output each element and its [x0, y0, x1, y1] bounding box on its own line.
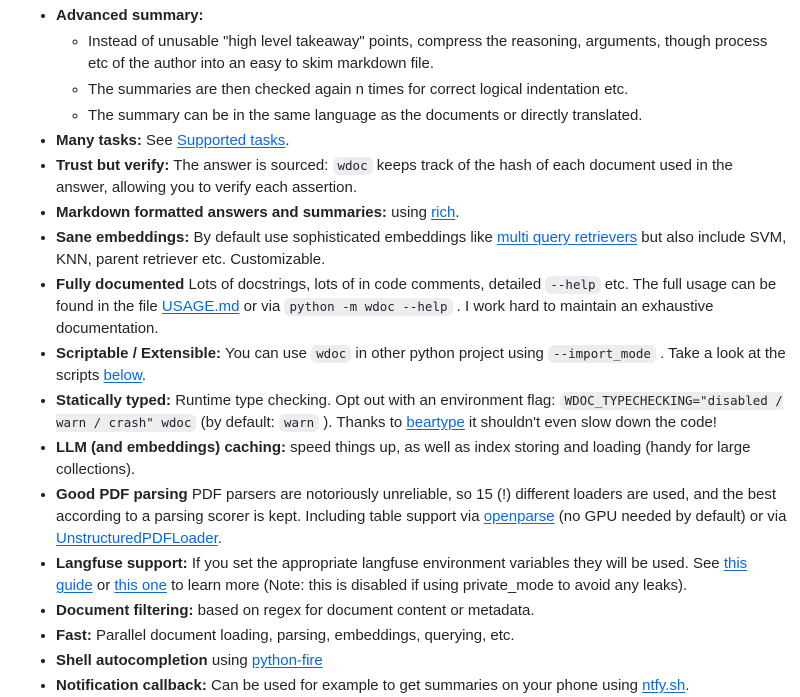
- link-python-fire[interactable]: python-fire: [251, 652, 323, 669]
- feature-label: Sane embeddings:: [56, 229, 190, 246]
- text-run: (no GPU needed by default) or via: [554, 508, 787, 525]
- text-run: or: [92, 577, 115, 594]
- feature-label: Document filtering:: [56, 602, 194, 619]
- text-run: By default use sophisticated embeddings like: [189, 229, 498, 246]
- feature-list-item: [56, 5, 788, 127]
- feature-label: Many tasks:: [56, 132, 142, 149]
- text-run: PDF parsers are notoriously unreliable, so 15 (!) different loaders are used, and the best according to a parsing scorer is kept. Including table support via: [56, 486, 777, 525]
- feature-list-item: [56, 343, 788, 387]
- feature-label: Fully documented: [56, 276, 185, 293]
- inline-code: warn: [279, 414, 319, 432]
- feature-label: Trust but verify:: [56, 157, 170, 174]
- link-rich[interactable]: rich: [431, 204, 456, 221]
- feature-list-item: [56, 274, 788, 340]
- text-run: . I work hard to maintain an exhaustive documentation.: [56, 298, 714, 337]
- inline-code: --import_mode: [548, 345, 656, 363]
- inline-code: WDOC_TYPECHECKING="disabled / warn / crash" wdoc: [56, 393, 783, 430]
- feature-label: Scriptable / Extensible:: [56, 345, 222, 362]
- link-below[interactable]: below: [103, 367, 142, 384]
- sub-list-item: [88, 105, 788, 127]
- link-this-guide[interactable]: this guide: [56, 555, 748, 594]
- text-run: keeps track of the hash of each document used in the answer, allowing you to verify each assertion.: [56, 157, 733, 196]
- feature-label: LLM (and embeddings) caching:: [56, 439, 287, 456]
- feature-label: Advanced summary:: [56, 7, 204, 24]
- text-run: based on regex for document content or metadata.: [193, 602, 535, 619]
- text-run: Parallel document loading, parsing, embeddings, querying, etc.: [91, 627, 515, 644]
- text-run: The summary can be in the same language as the documents or directly translated.: [88, 107, 643, 124]
- text-run: speed things up, as well as index storing and loading (handy for large collections).: [56, 439, 751, 478]
- feature-label: Statically typed:: [56, 392, 172, 409]
- feature-list-item: [56, 437, 788, 481]
- text-run: ). Thanks to: [319, 414, 407, 431]
- link-usage-md[interactable]: USAGE.md: [161, 298, 240, 315]
- text-run: . Take a look at the scripts: [56, 345, 786, 384]
- text-run: .: [141, 367, 147, 384]
- text-run: If you set the appropriate langfuse environment variables they will be used. See: [187, 555, 724, 572]
- text-run: using: [386, 204, 432, 221]
- link-supported-tasks[interactable]: Supported tasks: [176, 132, 286, 149]
- link-multi-query-retrievers[interactable]: multi query retrievers: [497, 229, 638, 246]
- text-run: to learn more (Note: this is disabled if using private_mode to avoid any leaks).: [166, 577, 688, 594]
- text-run: .: [217, 530, 222, 547]
- feature-list-item: [56, 227, 788, 271]
- inline-code: python -m wdoc --help: [284, 298, 452, 316]
- feature-list-item: [56, 155, 788, 199]
- text-run: Can be used for example to get summaries on your phone using: [206, 677, 643, 694]
- text-run: (by default:: [196, 414, 280, 431]
- feature-label: Notification callback:: [56, 677, 207, 694]
- text-run: .: [455, 204, 460, 221]
- text-run: The summaries are then checked again n times for correct logical indentation etc.: [88, 81, 629, 98]
- sub-list-item: [88, 79, 788, 101]
- feature-label: Shell autocompletion: [56, 652, 208, 669]
- text-run: Instead of unusable "high level takeaway" points, compress the reasoning, arguments, though process etc of the author into an easy to skim markdown file.: [88, 33, 768, 72]
- link-ntfy-sh[interactable]: ntfy.sh: [642, 677, 686, 694]
- text-run: but also include SVM, KNN, parent retriever etc. Customizable.: [56, 229, 787, 268]
- text-run: Lots of docstrings, lots of in code comments, detailed: [184, 276, 546, 293]
- link-openparse[interactable]: openparse: [483, 508, 555, 525]
- text-run: The answer is sourced:: [169, 157, 333, 174]
- feature-label: Fast:: [56, 627, 92, 644]
- text-run: etc. The full usage can be found in the file: [56, 276, 777, 315]
- feature-label: Markdown formatted answers and summaries:: [56, 204, 387, 221]
- inline-code: wdoc: [311, 345, 351, 363]
- text-run: using: [207, 652, 252, 669]
- feature-list-item: [56, 625, 788, 647]
- feature-list: [24, 5, 788, 697]
- feature-list-item: [56, 484, 788, 550]
- feature-label: Langfuse support:: [56, 555, 188, 572]
- text-run: .: [285, 132, 290, 149]
- inline-code: wdoc: [333, 157, 373, 175]
- feature-label: Good PDF parsing: [56, 486, 188, 503]
- text-run: You can use: [221, 345, 312, 362]
- feature-list-item: [56, 130, 788, 152]
- link-beartype[interactable]: beartype: [406, 414, 465, 431]
- feature-list-item: [56, 675, 788, 697]
- feature-list-item: [56, 553, 788, 597]
- text-run: .: [685, 677, 690, 694]
- text-run: in other python project using: [351, 345, 549, 362]
- text-run: or via: [239, 298, 285, 315]
- sub-list-item: [88, 31, 788, 75]
- feature-list-item: [56, 202, 788, 224]
- feature-list-item: [56, 390, 788, 434]
- feature-list-item: [56, 650, 788, 672]
- feature-list-item: [56, 600, 788, 622]
- text-run: Runtime type checking. Opt out with an environment flag:: [171, 392, 560, 409]
- sub-list: [56, 31, 788, 127]
- link-unstructuredpdfloader[interactable]: UnstructuredPDFLoader: [56, 530, 218, 547]
- text-run: See: [141, 132, 177, 149]
- link-this-one[interactable]: this one: [114, 577, 167, 594]
- inline-code: --help: [545, 276, 600, 294]
- text-run: it shouldn't even slow down the code!: [464, 414, 717, 431]
